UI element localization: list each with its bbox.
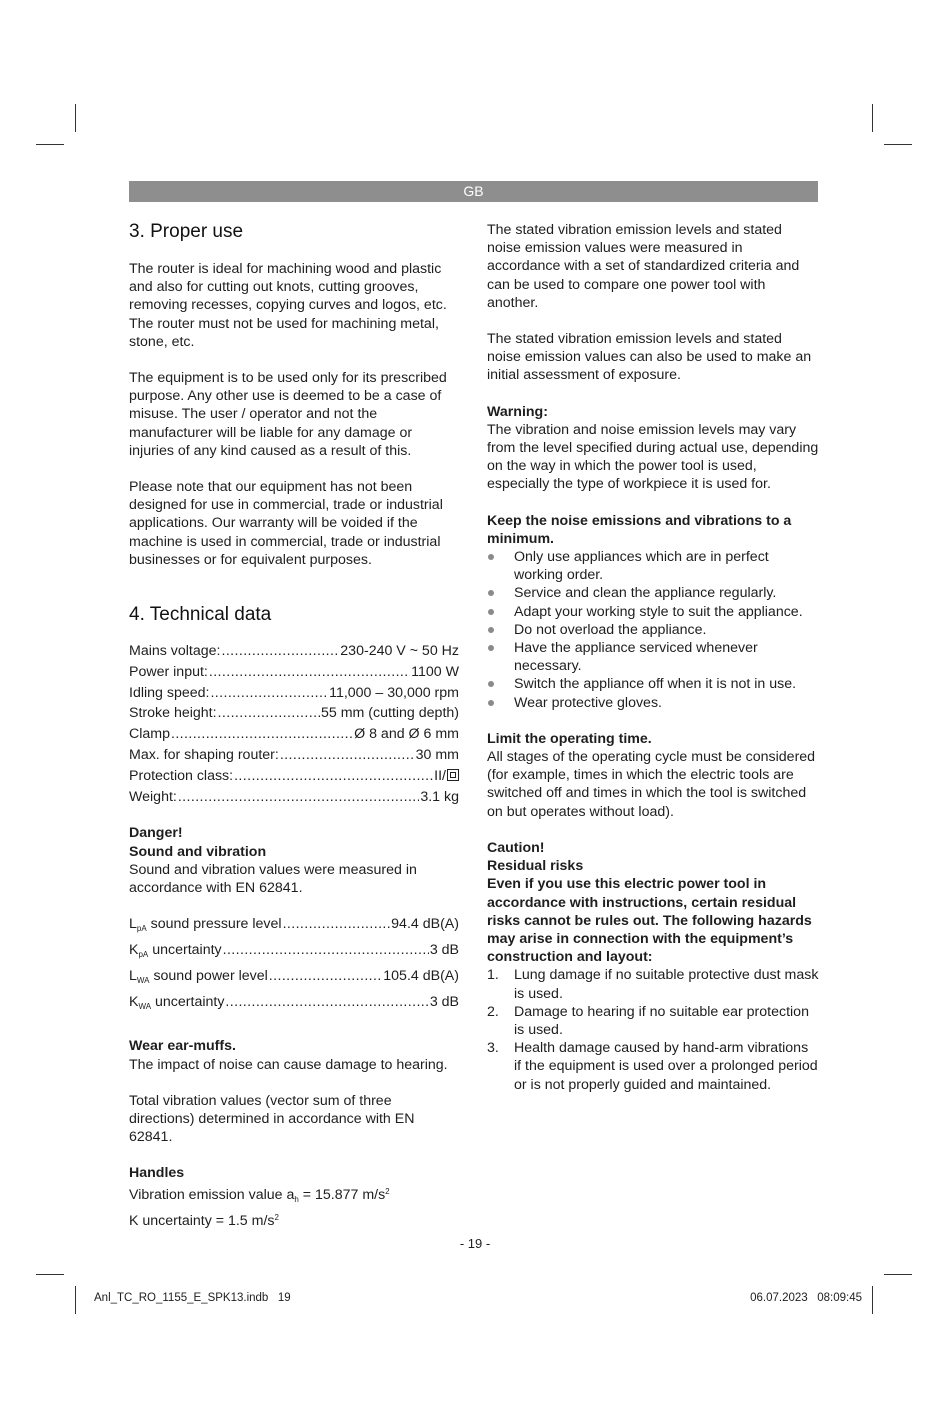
noise-symbol: K bbox=[129, 942, 139, 959]
list-item: 2. Damage to hearing if no suitable ear protection is used. bbox=[487, 1003, 809, 1038]
risks-list bbox=[487, 966, 819, 1093]
noise-symbol: L bbox=[129, 967, 137, 984]
emission-paragraph-1: The stated vibration emission levels and stated noise emission values were measured in accordance with a set of standardized criteria and can be used to compare one power tool with another. bbox=[487, 222, 800, 311]
warning-text: The vibration and noise emission levels may vary from the level specified during actual use, depending on the way in which the power tool is used, especially the type of workpiece it is used for. bbox=[487, 421, 819, 493]
handles-heading: Handles bbox=[129, 1165, 185, 1182]
spec-value: 3.1 kg bbox=[420, 788, 459, 805]
spec-value: Ø 8 and Ø 6 mm bbox=[354, 726, 459, 743]
list-item: Switch the appliance off when it is not in use. bbox=[487, 675, 819, 693]
list-item: Wear protective gloves. bbox=[487, 694, 819, 712]
spec-label: Weight: bbox=[129, 788, 177, 805]
noise-symbol: L bbox=[129, 916, 137, 933]
language-tag: GB bbox=[463, 183, 484, 199]
k-uncertainty: K uncertainty = 1.5 $m/s^2$ bbox=[129, 1212, 279, 1229]
right-column bbox=[487, 221, 819, 1094]
section-3-title: 3. Proper use bbox=[129, 221, 244, 242]
list-item: 1. Lung damage if no suitable protective dust mask is used. bbox=[487, 967, 819, 1002]
bullet-icon bbox=[488, 627, 494, 633]
crop-mark bbox=[36, 1274, 64, 1275]
limit-time-heading: Limit the operating time. bbox=[487, 730, 652, 747]
sound-vibration-heading: Sound and vibration bbox=[129, 843, 267, 860]
list-item: Do not overload the appliance. bbox=[487, 621, 819, 639]
spec-value: 1100 W bbox=[411, 663, 459, 680]
bullet-icon bbox=[488, 700, 494, 706]
list-item: Have the appliance serviced whenever necessary. bbox=[487, 639, 819, 675]
spec-label: Protection class: bbox=[129, 767, 234, 784]
noise-symbol: K bbox=[129, 993, 139, 1010]
keep-minimum-heading: Keep the noise emissions and vibrations to a minimum. bbox=[487, 512, 792, 547]
limit-time-text: All stages of the operating cycle must be considered (for example, times in which the electric tools are switched off and times in which the tool is switched on but operates without load). bbox=[487, 749, 816, 820]
noise-label: uncertainty bbox=[155, 993, 225, 1010]
noise-subscript: WA bbox=[138, 1001, 152, 1011]
emission-paragraph-2: The stated vibration emission levels and stated noise emission values can also be used to make an initial assessment of exposure. bbox=[487, 331, 812, 384]
crop-mark bbox=[884, 1274, 912, 1275]
noise-row bbox=[129, 914, 459, 940]
crop-mark bbox=[884, 144, 912, 145]
spec-label: Stroke height: bbox=[129, 705, 217, 722]
noise-row bbox=[129, 992, 459, 1018]
spec-row bbox=[129, 662, 459, 683]
noise-label: uncertainty bbox=[152, 942, 222, 959]
spec-label: Power input: bbox=[129, 663, 208, 680]
noise-subscript: pA bbox=[138, 950, 149, 960]
residual-risks-heading: Residual risks bbox=[487, 858, 584, 875]
crop-mark bbox=[872, 1286, 873, 1314]
noise-subscript: pA bbox=[136, 924, 147, 934]
noise-value: 105.4 dB(A) bbox=[383, 967, 459, 984]
technical-data-list bbox=[129, 641, 459, 807]
left-column bbox=[129, 216, 459, 1230]
noise-value: 3 dB bbox=[429, 942, 459, 959]
noise-values-list bbox=[129, 914, 459, 1017]
double-insulation-icon bbox=[447, 769, 459, 781]
warning-heading: Warning: bbox=[487, 403, 548, 420]
spec-row bbox=[129, 745, 459, 766]
spec-value: II/ bbox=[434, 767, 446, 784]
noise-row bbox=[129, 966, 459, 992]
spec-row bbox=[129, 683, 459, 704]
crop-mark bbox=[75, 1286, 76, 1314]
bullet-icon bbox=[488, 645, 494, 651]
bullet-icon bbox=[488, 609, 494, 615]
danger-heading: Danger! bbox=[129, 825, 183, 842]
noise-row bbox=[129, 940, 459, 966]
list-item: Service and clean the appliance regularly. bbox=[487, 584, 819, 602]
list-item: 3. Health damage caused by hand-arm vibrations if the equipment is used over a prolonged period or is not properly guided and maintained. bbox=[487, 1040, 818, 1093]
spec-row bbox=[129, 787, 459, 808]
section-4-title: 4. Technical data bbox=[129, 604, 272, 626]
total-vibration-text: Total vibration values (vector sum of three directions) determined in accordance with EN 62841. bbox=[129, 1092, 415, 1146]
spec-value: 55 mm (cutting depth) bbox=[321, 705, 459, 722]
spec-label: Mains voltage: bbox=[129, 643, 221, 660]
spec-label: Max. for shaping router: bbox=[129, 747, 279, 764]
footer-filename: Anl_TC_RO_1155_E_SPK13.indb 19 bbox=[94, 1292, 291, 1304]
ear-muffs-text: The impact of noise can cause damage to hearing. bbox=[129, 1056, 448, 1073]
language-header-bar bbox=[129, 181, 818, 202]
proper-use-paragraph-1: The router is ideal for machining wood and plastic and also for cutting out knots, cutting grooves, removing recesses, copying curves and logos, etc. The router must not be used for machining metal, stone, etc. bbox=[129, 261, 447, 350]
list-item: Only use appliances which are in perfect working order. bbox=[487, 548, 819, 584]
spec-value: 30 mm bbox=[415, 747, 459, 764]
recommendations-list bbox=[487, 548, 819, 712]
spec-value: 11,000 – 30,000 rpm bbox=[329, 684, 459, 701]
bullet-icon bbox=[488, 681, 494, 687]
page-number: - 19 - bbox=[459, 1236, 491, 1251]
spec-row bbox=[129, 641, 459, 662]
spec-value: 230-240 V ~ 50 Hz bbox=[340, 643, 459, 660]
noise-label: sound pressure level bbox=[150, 916, 282, 933]
proper-use-paragraph-2: The equipment is to be used only for its prescribed purpose. Any other use is deemed to be a case of misuse. The user / operator and not the manufacturer will be liable for any damage or injuries of any kind caused as a result of this. bbox=[129, 370, 447, 459]
proper-use-paragraph-3: Please note that our equipment has not been designed for use in commercial, trade or industrial applications. Our warranty will be voided if the machine is used in commercial, trade or industrial businesses or for equivalent purposes. bbox=[129, 479, 443, 568]
footer-timestamp: 06.07.2023 08:09:45 bbox=[750, 1292, 862, 1304]
crop-mark bbox=[872, 104, 873, 132]
sound-vibration-text: Sound and vibration values were measured in accordance with EN 62841. bbox=[129, 861, 417, 897]
vibration-emission-value: Vibration emission value $a_h = 15.877$ $m/s^2$ bbox=[129, 1186, 390, 1204]
caution-heading: Caution! bbox=[487, 839, 545, 856]
spec-label: Clamp bbox=[129, 726, 170, 743]
list-item: Adapt your working style to suit the appliance. bbox=[487, 603, 819, 621]
spec-row bbox=[129, 703, 459, 724]
noise-subscript: WA bbox=[136, 975, 150, 985]
noise-value: 3 dB bbox=[429, 993, 459, 1010]
ear-muffs-heading: Wear ear-muffs. bbox=[129, 1038, 236, 1055]
bullet-icon bbox=[488, 554, 494, 560]
spec-row bbox=[129, 766, 459, 787]
spec-row bbox=[129, 724, 459, 745]
noise-value: 94.4 dB(A) bbox=[391, 916, 459, 933]
residual-risks-intro: Even if you use this electric power tool in accordance with instructions, certain residual risks cannot be rules out. The following hazards may arise in connection with the equipment’s construction and layout: bbox=[487, 876, 812, 966]
spec-label: Idling speed: bbox=[129, 684, 210, 701]
crop-mark bbox=[36, 144, 64, 145]
bullet-icon bbox=[488, 590, 494, 596]
noise-label: sound power level bbox=[153, 967, 268, 984]
crop-mark bbox=[75, 104, 76, 132]
